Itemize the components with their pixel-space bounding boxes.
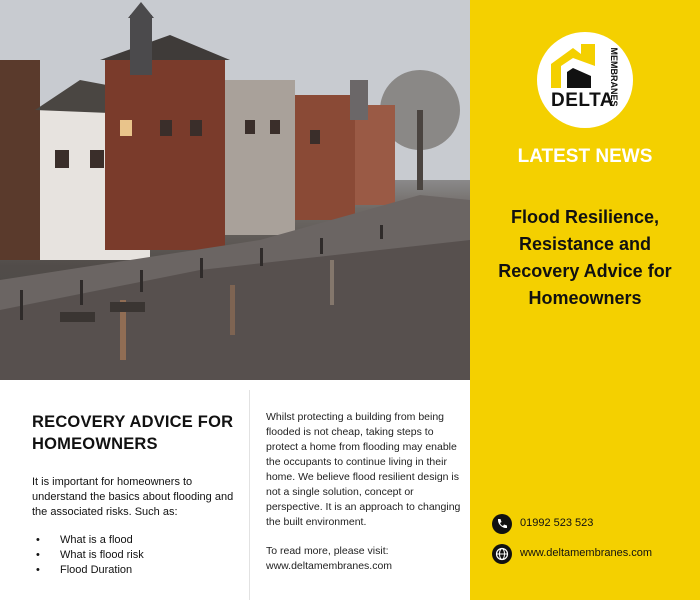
article-intro: It is important for homeowners to understand the basics about flooding and the associated risks. Such as: xyxy=(32,476,234,518)
flooded-street-photo xyxy=(0,0,470,380)
logo-wordmark: DELTA xyxy=(551,90,615,111)
roof-arrow-icon xyxy=(547,42,607,92)
section-label: LATEST NEWS xyxy=(517,146,653,167)
delta-membranes-logo xyxy=(537,32,633,128)
phone-icon xyxy=(492,514,512,534)
article-section-title: RECOVERY ADVICE FOR HOMEOWNERS xyxy=(32,413,234,453)
article-body: Whilst protecting a building from being flooded is not cheap, taking steps to protect a home from flooding may enable the occupants to continue living in their home. We believe flood resilient design is not a single solution, concept or perspective. It is an approach to changing the built environment. xyxy=(266,411,461,528)
column-divider xyxy=(249,390,250,600)
list-item: • Flood Duration xyxy=(32,563,242,578)
logo-vertical-wordmark: MEMBRANES xyxy=(609,47,619,107)
flood-scene-illustration xyxy=(0,0,470,380)
contact-website[interactable] xyxy=(492,544,692,566)
globe-icon xyxy=(492,544,512,564)
risk-list xyxy=(32,533,242,578)
contact-phone[interactable] xyxy=(492,514,692,536)
article-content xyxy=(0,380,470,600)
list-item: • What is flood risk xyxy=(32,548,242,563)
read-more-text[interactable]: To read more, please visit: www.deltamembranes.com xyxy=(266,545,393,572)
website-link[interactable]: www.deltamembranes.com xyxy=(520,547,653,559)
phone-number[interactable]: 01992 523 523 xyxy=(520,517,594,529)
article-headline: Flood Resilience, Resistance and Recovery Advice for Homeowners xyxy=(498,207,672,308)
news-side-panel xyxy=(470,0,700,600)
list-item: • What is a flood xyxy=(32,533,242,548)
logo-vertical-wordmark-box xyxy=(607,42,621,116)
